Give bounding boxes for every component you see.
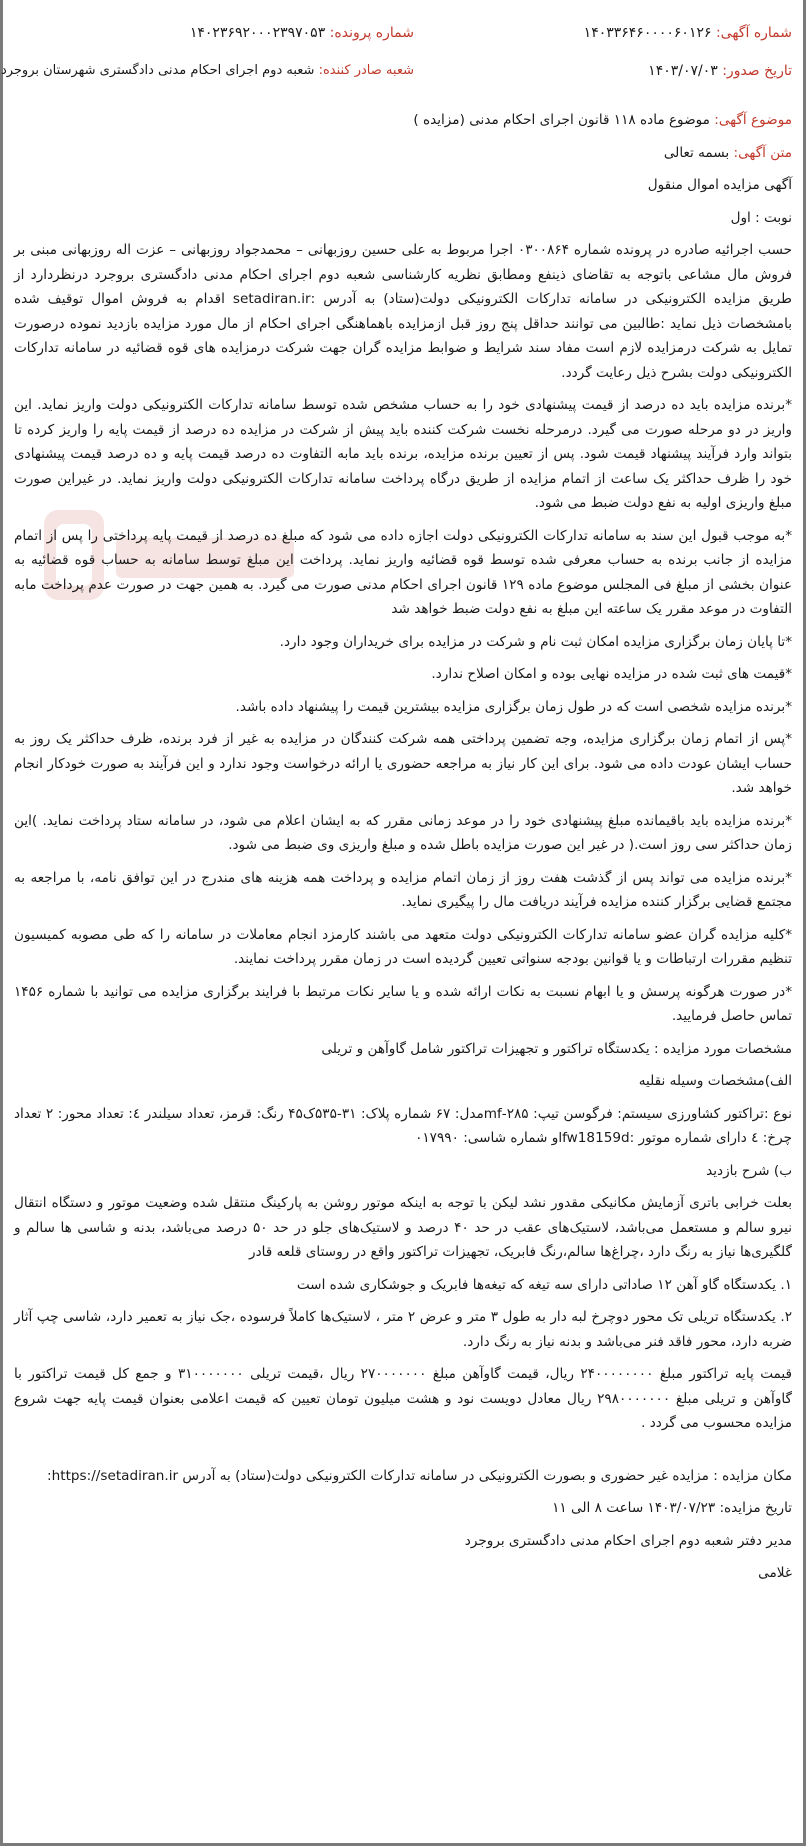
- subject-value: موضوع ماده ۱۱۸ قانون اجرای احکام مدنی (مزایده ): [413, 112, 710, 128]
- notice-title: آگهی مزایده اموال منقول: [647, 177, 792, 193]
- case-number-value: ۱۴۰۲۳۶۹۲۰۰۰۲۳۹۷۰۵۳: [189, 25, 326, 41]
- section-a-heading: الف)مشخصات وسیله نقلیه: [638, 1073, 792, 1089]
- specs-title: مشخصات مورد مزایده : یکدستگاه تراکتور و تجهیزات تراکتور شامل گاوآهن و تریلی: [321, 1040, 792, 1057]
- case-number-label: شماره پرونده:: [329, 25, 414, 41]
- paragraph-rule: *قیمت های ثبت شده در مزایده نهایی بوده و امکان اصلاح ندارد.: [431, 666, 792, 682]
- signer-title: مدیر دفتر شعبه دوم اجرای احکام مدنی دادگستری بروجرد: [464, 1532, 792, 1549]
- paragraph-rule: *برنده مزایده باید ده درصد از قیمت پیشنهادی خود را به حساب مشخص شده توسط سامانه تدارکات الکترونیکی دولت واریز نماید. این واریز در دو مرحله صورت می گیرد. درمرحله نخست شرکت کننده باید پیش از شرکت در مزایده ده درصد از قیمت پایه را واریز کرده تا بتواند وارد فرآیند پیشنهاد قیمت شود. پس از تعیین برنده مزایده، برنده باید مابه التفاوت ده درصد قیمت پایه و ده درصد قیمت پیشنهادی خود را ظرف حداکثر یک ساعت از اتمام مزایده از طریق درگاه پرداخت سامانه تدارکات الکترونیکی دولت واریز نماید. در غیراین صورت مبلغ واریزی اولیه به نفع دولت ضبط می شود.: [14, 397, 792, 511]
- paragraph-rule: *برنده مزایده می تواند پس از گذشت هفت روز از زمان اتمام مزایده و پرداخت همه هزینه های مندرج در این توافق نامه، با مراجعه به مجتمع قضایی برگزار کننده مزایده فرآیند دریافت مال را پیگیری نماید.: [14, 869, 792, 910]
- issue-date-field: [648, 63, 792, 79]
- auction-date: تاریخ مزایده: ۱۴۰۳/۰۷/۲۳ ساعت ۸ الی ۱۱: [552, 1500, 792, 1516]
- signer-name: غلامی: [758, 1565, 792, 1581]
- branch-field: [1, 63, 414, 78]
- paragraph-rule: *برنده مزایده باید باقیمانده مبلغ پیشنهادی خود را در موعد زمانی مقرر که به ایشان اعلام می شود، در سامانه ستاد پرداخت نماید. )این زمان حداکثر سی روز است.( در غیر این صورت مزایده باطل شده و مبلغ واریزی وی ضبط می شود.: [14, 812, 792, 853]
- body-intro-line: [14, 141, 792, 166]
- paragraph-rule: *برنده مزایده شخصی است که در طول زمان برگزاری مزایده بیشترین قیمت را پیشنهاد داده باشد.: [235, 698, 792, 715]
- subject-line: [14, 108, 792, 133]
- item-plow: ۱. یکدستگاه گاو آهن ۱۲ صاداتی دارای سه تیغه که تیغه‌ها فابریک و جوشکاری شده است: [296, 1276, 792, 1293]
- notice-number-value: ۱۴۰۳۳۶۴۶۰۰۰۰۶۰۱۲۶: [583, 25, 712, 41]
- notice-number-label: شماره آگهی:: [715, 25, 792, 41]
- body-label: متن آگهی:: [733, 144, 792, 161]
- notice-content: [14, 108, 792, 1594]
- paragraph-rule: *به موجب قبول این سند به سامانه تدارکات الکترونیکی دولت اجازه داده می شود که مبلغ ده درصد از قیمت پایه پرداختی را پس از اتمام مزایده از جانب برنده به حساب معرفی شده توسط قوه قضائیه واریز نماید. پرداخت این مبلغ توسط سامانه به حساب قوه قضائیه به عنوان بخشی از مبلغ فی المجلس موضوع ماده ۱۲۹ قانون اجرای احکام مدنی صورت می گیرد. به همین جهت در صورت عدم پرداخت مابه التفاوت در موعد مقرر یک ساعته این مبلغ به نفع دولت ضبط خواهد شد: [14, 527, 792, 617]
- issue-date-value: ۱۴۰۳/۰۷/۰۳: [648, 63, 718, 79]
- subject-label: موضوع آگهی:: [714, 112, 792, 128]
- page-border-left: [0, 0, 3, 1846]
- paragraph-rule: *پس از اتمام زمان برگزاری مزایده، وجه تضمین پرداختی همه شرکت کنندگان در مزایده به غیر از فرد برنده، ظرف حداکثر یک روز به حساب ایشان عودت داده می شود. برای این کار نیاز به مراجعه حضوری یا ارائه درخواست وجود ندارد و این فرآیند به صورت خودکار انجام خواهد شد.: [14, 731, 792, 796]
- issue-date-label: تاریخ صدور:: [722, 63, 792, 79]
- paragraph-rule: *کلیه مزایده گران عضو سامانه تدارکات الکترونیکی دولت متعهد می باشند کارمزد انجام معاملات در سامانه را که طی مصوبه کمیسیون تنظیم مقررات ارتباطات و یا قوانین بودجه سنواتی تعیین گردیده است در زمان مقرر پرداخت نمایند.: [14, 926, 792, 967]
- case-number-field: [190, 25, 414, 41]
- auction-location: مکان مزایده : مزایده غیر حضوری و بصورت الکترونیکی در سامانه تدارکات الکترونیکی دولت(ستاد) به آدرس https://setadiran.ir:: [47, 1467, 792, 1484]
- paragraph-main: حسب اجرائیه صادره در پرونده شماره ۰۳۰۰۸۶۴ اجرا مربوط به علی حسین روزبهانی – محمدجواد روزبهانی – عزت اله روزبهانی مبنی بر فروش مال مشاعی باتوجه به تقاضای ذینفع ومطابق نظریه کارشناسی شعبه دوم اجرای احکام مدنی دادگستری بروجرد درنظردارد از طریق مزایده الکترونیکی در سامانه تدارکات الکترونیکی دولت(ستاد) به آدرس :setadiran.ir اقدام به فروش اموال توقیف شده بامشخصات ذیل نماید :طالبین می توانند حداقل پنج روز قبل ازمزایده باهماهنگی اجرای احکام از مال مورد مزایده بازدید نموده درصورت تمایل به شرکت درمزایده لازم است مفاد سند شرایط و ضوابط مزایده گران جهت شرکت درمزایده های قوه قضائیه در سامانه تدارکات الکترونیکی دولت بشرح ذیل رعایت گردد.: [14, 242, 792, 381]
- paragraph-rule: *در صورت هرگونه پرسش و یا ابهام نسبت به نکات ارائه شده و یا سایر نکات مرتبط با فرایند برگزاری مزایده می توانید با شماره ۱۴۵۶ تماس حاصل فرمایید.: [14, 983, 792, 1024]
- notice-number-field: [584, 25, 792, 41]
- price-text: قیمت پایه تراکتور مبلغ ۲۴۰۰۰۰۰۰۰۰ ریال، قیمت گاوآهن مبلغ ۲۷۰۰۰۰۰۰۰ ریال ،قیمت تریلی ۳۱۰۰۰۰۰۰۰ و جمع کل قیمت تراکتور با گاوآهن و تریلی مبلغ ۲۹۸۰۰۰۰۰۰۰ ریال معادل دویست نود و هشت میلیون تومان تعیین که قیمت اعلامی بعنوان قیمت پایه جهت شروع مزایده محسوب می گردد .: [14, 1366, 793, 1431]
- paragraph-rule: *تا پایان زمان برگزاری مزایده امکان ثبت نام و شرکت در مزایده برای خریداران وجود دارد.: [279, 633, 792, 650]
- section-b-heading: ب) شرح بازدید: [706, 1162, 792, 1179]
- branch-value: شعبه دوم اجرای احکام مدنی دادگستری شهرستان بروجرد: [0, 63, 315, 78]
- inspection-text: بعلت خرابی باتری آزمایش مکانیکی مقدور نشد لیکن با توجه به اینکه موتور روشن به پارکینگ منتقل شده وضعیت موتور و دستگاه انتقال نیرو سالم و مستعمل می‌باشد، لاستیک‌های عقب در حد ۴۰ درصد و لاستیک‌های جلو در حد ۵۰ درصد می‌باشد، بدنه و شاسی ها سالم و گلگیری‌ها نیاز به رنگ دارد ،چراغ‌ها سالم،رنگ فابریک، تجهیزات تراکتور واقع در روستای قلعه قادر: [14, 1195, 792, 1260]
- item-trailer: ۲. یکدستگاه تریلی تک محور دوچرخ لبه دار به طول ۳ متر و عرض ۲ متر ، لاستیک‌ها کاملاً فرسوده ،جک نیاز به تعمیر دارد، شاسی چپ آثار ضربه دارد، محور فاقد فنر می‌باشد و بدنه نیاز به رنگ دارد.: [14, 1309, 792, 1350]
- round-line: نوبت : اول: [730, 209, 792, 226]
- body-intro: بسمه تعالی: [663, 144, 730, 161]
- branch-label: شعبه صادر کننده:: [318, 63, 414, 78]
- vehicle-spec: نوع :تراکتور کشاورزی سیستم: فرگوسن تیپ: ۲۸۵-mfمدل: ۶۷ شماره پلاک: ۳۱-۵۳۵ک۴۵ رنگ: قرمز، تعداد سیلندر ٤: تعداد محور: ۲ تعداد چرخ: ٤ دارای شماره موتور :lfw18159dو شماره شاسی: ۰۱۷۹۹۰: [14, 1105, 792, 1146]
